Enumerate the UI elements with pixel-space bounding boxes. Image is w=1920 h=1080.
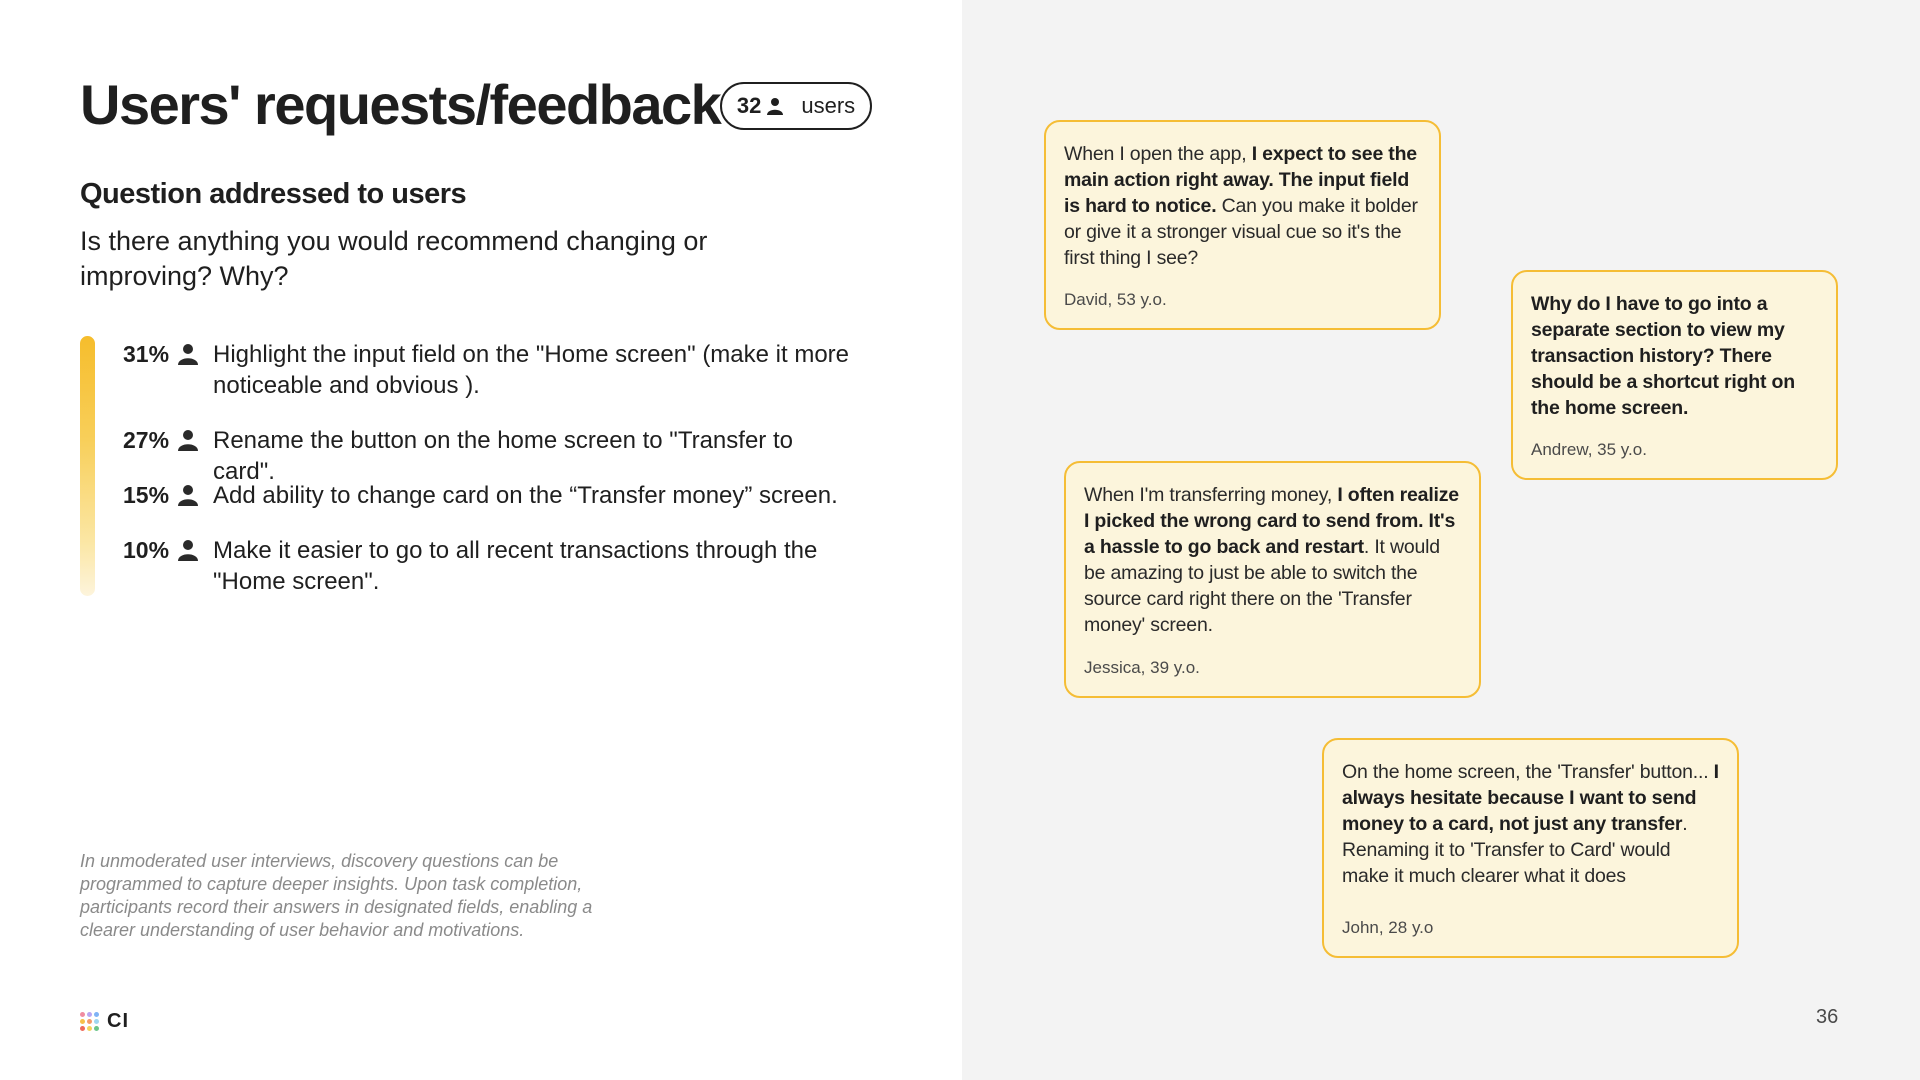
dots-grid-icon bbox=[80, 1012, 99, 1031]
user-icon bbox=[177, 539, 199, 561]
feedback-text: When I'm transferring money, I often realize I picked the wrong card to send from. It's a hassle to go back and restart. It would be amazing to just be able to switch the source card right there on the 'Transfer money' screen. bbox=[1084, 484, 1459, 636]
result-text: Add ability to change card on the “Transfer money” screen. bbox=[213, 482, 838, 509]
user-icon bbox=[767, 97, 783, 115]
feedback-text: When I open the app, I expect to see the main action right away. The input field is hard to notice. Can you make it bolder or give it a stronger visual cue so it's the first thing I see? bbox=[1064, 143, 1418, 269]
result-percent: 15% bbox=[123, 482, 170, 508]
result-text: Rename the button on the home screen to "Transfer to card". bbox=[213, 427, 793, 485]
feedback-author: Jessica, 39 y.o. bbox=[1084, 658, 1200, 677]
user-icon bbox=[177, 429, 199, 451]
result-item bbox=[123, 339, 853, 401]
users-count-badge bbox=[720, 82, 872, 130]
user-icon bbox=[177, 484, 199, 506]
result-item bbox=[123, 535, 853, 597]
footnote: In unmoderated user interviews, discovery questions can be programmed to capture deeper insights. Upon task completion, participants record their answers in designated fields, enabling a clearer understanding of user behavior and motivations. bbox=[80, 851, 593, 940]
feedback-text: On the home screen, the 'Transfer' button... I always hesitate because I want to send money to a card, not just any transfer. Renaming it to 'Transfer to Card' would make it much clearer what it does bbox=[1342, 761, 1719, 887]
question-text: Is there anything you would recommend changing or improving? Why? bbox=[80, 226, 708, 291]
feedback-text: Why do I have to go into a separate section to view my transaction history? There should be a shortcut right on the home screen. bbox=[1531, 293, 1795, 419]
result-percent: 27% bbox=[123, 427, 170, 453]
feedback-card bbox=[1044, 120, 1441, 330]
feedback-card bbox=[1511, 270, 1838, 480]
result-percent: 10% bbox=[123, 537, 170, 563]
logo bbox=[80, 1010, 129, 1033]
badge-label: users bbox=[801, 93, 856, 118]
logo-text: CI bbox=[107, 1010, 129, 1032]
feedback-author: David, 53 y.o. bbox=[1064, 290, 1167, 309]
result-text: Make it easier to go to all recent transactions through the "Home screen". bbox=[213, 537, 818, 595]
feedback-card bbox=[1322, 738, 1739, 958]
feedback-card bbox=[1064, 461, 1481, 698]
result-item bbox=[123, 480, 853, 511]
question-title: Question addressed to users bbox=[80, 178, 467, 210]
page-title: Users' requests/feedback bbox=[80, 73, 721, 136]
result-text: Highlight the input field on the "Home screen" (make it more noticeable and obvious ). bbox=[213, 341, 850, 399]
result-item bbox=[123, 425, 853, 487]
page-number: 36 bbox=[1816, 1006, 1839, 1028]
feedback-author: Andrew, 35 y.o. bbox=[1531, 440, 1647, 459]
result-percent: 31% bbox=[123, 341, 170, 367]
gradient-bar bbox=[80, 336, 95, 596]
feedback-author: John, 28 y.o bbox=[1342, 918, 1434, 937]
badge-count: 32 bbox=[736, 93, 762, 118]
user-icon bbox=[177, 343, 199, 365]
